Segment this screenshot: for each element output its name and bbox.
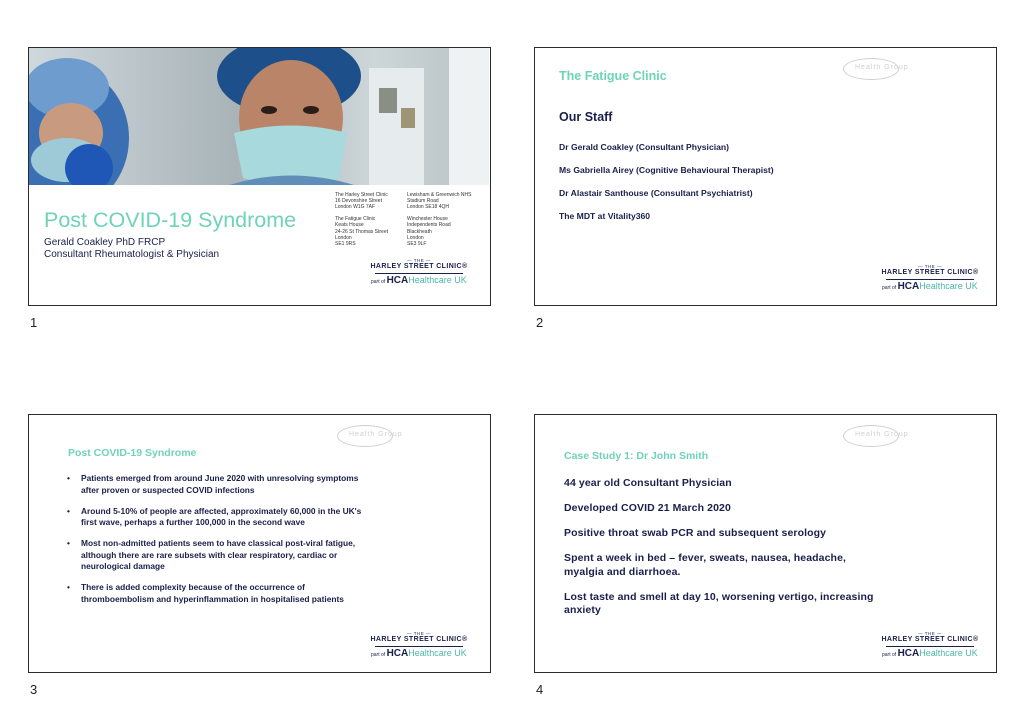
- address-column-right: [407, 192, 471, 253]
- address-line: London: [407, 234, 424, 241]
- address-line: 16 Devonshire Street: [335, 198, 382, 205]
- slide-2-subtitle: Our Staff: [559, 110, 613, 124]
- page-number: 1: [30, 315, 38, 330]
- health-group-watermark-icon: Health Group: [843, 58, 978, 82]
- health-group-watermark-icon: Health Group: [843, 425, 978, 449]
- list-item: • There is added complexity because of the occurrence of thromboembolism and hyperinflammation in hospitalised patients: [65, 582, 375, 605]
- author-role: Consultant Rheumatologist & Physician: [44, 249, 220, 260]
- slide-1-title: Post COVID-19 Syndrome: [44, 208, 297, 232]
- address-line: SE3 9LF: [407, 240, 427, 247]
- logo-name: HARLEY STREET CLINIC®: [370, 263, 468, 270]
- address-line: London W1G 7AF: [335, 204, 376, 211]
- list-item: Dr Alastair Santhouse (Consultant Psychiatrist): [559, 188, 753, 198]
- address-line: 24-26 St Thomas Street: [335, 228, 388, 235]
- address-line: Stadium Road: [407, 198, 439, 205]
- author-block: [44, 237, 219, 261]
- nurses-photo: [29, 48, 489, 185]
- page-number: 4: [536, 682, 544, 697]
- slide-2-title: The Fatigue Clinic: [559, 69, 667, 83]
- slide-4[interactable]: [534, 414, 997, 673]
- page-number: 2: [536, 315, 544, 330]
- address-line: Keats House: [335, 222, 364, 229]
- list-item: • Around 5-10% of people are affected, approximately 60,000 in the UK's first wave, perhaps a further 100,000 in the second wave: [65, 506, 375, 529]
- slide-1[interactable]: [28, 47, 491, 306]
- harley-street-clinic-logo: — THE — HARLEY STREET CLINIC® part of HCAHealthcare UK: [881, 631, 979, 659]
- author-name: Gerald Coakley PhD FRCP: [44, 237, 166, 248]
- address-line: Winchester House: [407, 216, 448, 223]
- address-line: Independents Road: [407, 222, 451, 229]
- hca-logo: part of HCAHealthcare UK: [371, 275, 467, 286]
- slide-3-title: Post COVID-19 Syndrome: [68, 447, 197, 459]
- harley-street-clinic-logo: — THE — HARLEY STREET CLINIC® part of HCAHealthcare UK: [881, 264, 979, 292]
- list-item: Positive throat swab PCR and subsequent serology: [564, 527, 827, 539]
- slide-4-title: Case Study 1: Dr John Smith: [564, 450, 709, 462]
- address-line: London: [335, 234, 352, 241]
- logo-rule: [375, 273, 463, 274]
- list-item: Developed COVID 21 March 2020: [564, 502, 731, 514]
- address-column-left: [335, 192, 388, 253]
- address-line: The Harley Street Clinic: [335, 192, 388, 198]
- list-item: • Most non-admitted patients seem to have classical post-viral fatigue, although there are rare subsets with clear respiratory, cardiac or neurological damage: [65, 538, 375, 573]
- list-item: 44 year old Consultant Physician: [564, 477, 732, 489]
- list-item: The MDT at Vitality360: [559, 211, 651, 221]
- list-item: Spent a week in bed – fever, sweats, nausea, headache, myalgia and diarrhoea.: [564, 552, 847, 578]
- address-line: The Fatigue Clinic: [335, 216, 376, 223]
- list-item: • Patients emerged from around June 2020 with unresolving symptoms after proven or suspected COVID infections: [65, 473, 375, 496]
- address-line: Blackheath: [407, 228, 432, 235]
- slide-2[interactable]: [534, 47, 997, 306]
- health-group-watermark-icon: Health Group: [337, 425, 472, 449]
- address-line: Lewisham & Greenwich NHS: [407, 192, 472, 198]
- case-points-list: [564, 477, 874, 629]
- slide-3[interactable]: [28, 414, 491, 673]
- address-line: SE1 9RS: [335, 240, 356, 247]
- page-number: 3: [30, 682, 38, 697]
- list-item: Ms Gabriella Airey (Cognitive Behavioural Therapist): [559, 165, 774, 175]
- bullet-list: [65, 473, 375, 615]
- harley-street-clinic-logo: — THE — HARLEY STREET CLINIC® part of HCAHealthcare UK: [370, 631, 468, 659]
- logo-the: — THE —: [407, 258, 431, 263]
- address-line: London SE18 4QH: [407, 204, 449, 211]
- list-item: Dr Gerald Coakley (Consultant Physician): [559, 142, 730, 152]
- harley-street-clinic-logo: [369, 258, 469, 286]
- staff-list: [559, 142, 774, 234]
- list-item: Lost taste and smell at day 10, worsening vertigo, increasing anxiety: [564, 590, 874, 616]
